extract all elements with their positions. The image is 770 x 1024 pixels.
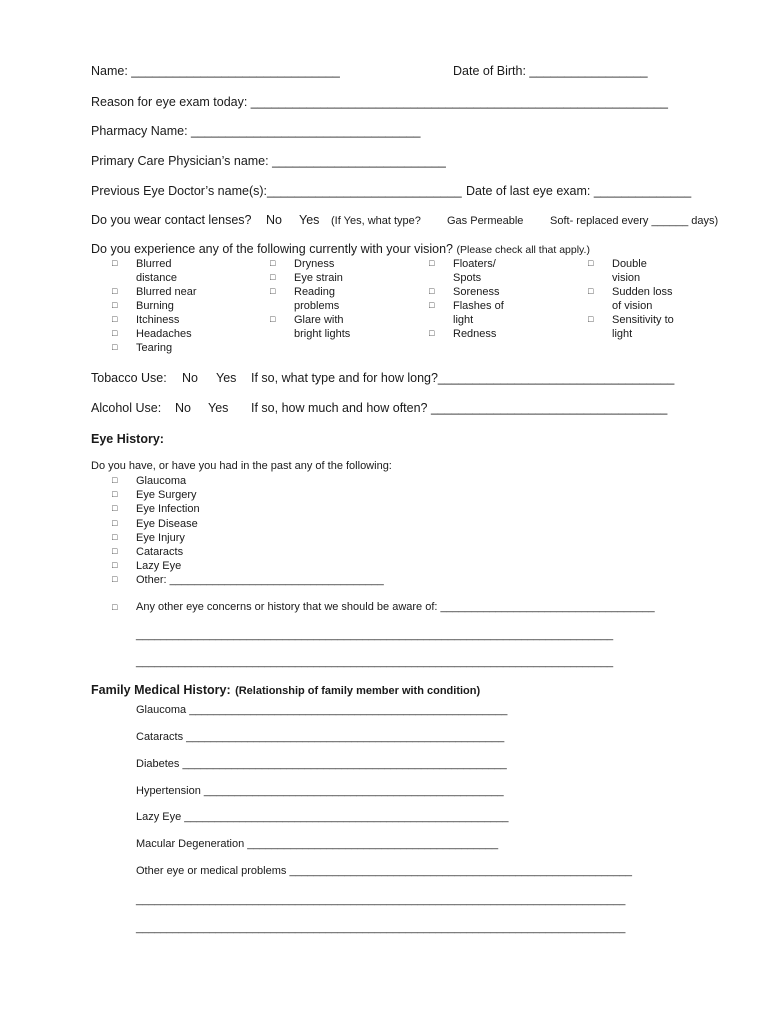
vision-symptom-option[interactable] — [612, 257, 647, 285]
vision-question-text: Do you experience any of the following currently with your vision? — [91, 242, 453, 256]
vision-symptom-label: Sudden loss — [612, 286, 673, 298]
vision-symptom-label: Dryness — [294, 258, 335, 270]
vision-symptom-label: Floaters/ — [453, 258, 496, 270]
family-other-line-2[interactable]: ________________________________________________________________________________ — [136, 922, 626, 934]
gas-permeable-option[interactable]: Gas Permeable — [447, 215, 524, 227]
checkbox-icon[interactable]: □ — [112, 328, 118, 338]
vision-symptom-option[interactable] — [612, 313, 674, 341]
vision-symptom-label: light — [612, 328, 633, 340]
eye-history-item[interactable]: Cataracts — [136, 546, 184, 558]
eye-concerns-line-1[interactable]: ______________________________________________________________________________ — [136, 629, 614, 641]
name-field[interactable]: Name: ______________________________ — [91, 64, 340, 78]
checkbox-icon[interactable]: □ — [112, 602, 118, 612]
checkbox-icon[interactable]: □ — [270, 258, 276, 268]
vision-symptom-label: Tearing — [136, 342, 173, 354]
eye-concerns-line-2[interactable]: ______________________________________________________________________________ — [136, 656, 614, 668]
family-history-note: (Relationship of family member with condition) — [235, 685, 481, 697]
primary-care-physician-field[interactable]: Primary Care Physician’s name: _________________________ — [91, 154, 446, 168]
vision-symptom-label: problems — [294, 300, 340, 312]
checkbox-icon[interactable]: □ — [112, 314, 118, 324]
vision-symptom-label: Eye strain — [294, 272, 343, 284]
checkbox-icon[interactable]: □ — [112, 546, 118, 556]
tobacco-yes-option[interactable]: Yes — [216, 371, 237, 385]
family-history-item[interactable]: Other eye or medical problems ________________________________________________________ — [136, 865, 633, 877]
vision-question-note: (Please check all that apply.) — [456, 244, 590, 256]
date-of-birth-field[interactable]: Date of Birth: _________________ — [453, 64, 648, 78]
checkbox-icon[interactable]: □ — [112, 258, 118, 268]
checkbox-icon[interactable]: □ — [112, 300, 118, 310]
checkbox-icon[interactable]: □ — [112, 574, 118, 585]
vision-symptom-option[interactable] — [612, 285, 673, 313]
vision-symptom-option[interactable] — [136, 285, 197, 299]
contact-lenses-no-option[interactable]: No — [266, 213, 282, 227]
checkbox-icon[interactable]: □ — [588, 286, 594, 296]
vision-symptom-label: light — [453, 314, 474, 326]
family-history-item[interactable]: Diabetes _____________________________________________________ — [136, 758, 507, 770]
checkbox-icon[interactable]: □ — [429, 328, 435, 338]
vision-symptom-option[interactable] — [136, 327, 192, 341]
checkbox-icon[interactable]: □ — [112, 531, 118, 542]
vision-symptom-label: Redness — [453, 328, 497, 340]
vision-symptom-label: Reading — [294, 286, 335, 298]
last-eye-exam-field[interactable]: Date of last eye exam: ______________ — [466, 184, 692, 198]
checkbox-icon[interactable]: □ — [270, 314, 276, 324]
checkbox-icon[interactable]: □ — [270, 286, 276, 296]
vision-symptom-label: Headaches — [136, 328, 192, 340]
vision-symptom-option[interactable] — [294, 285, 339, 313]
vision-symptom-option[interactable] — [294, 257, 334, 271]
checkbox-icon[interactable]: □ — [429, 258, 435, 268]
vision-symptom-label: vision — [612, 272, 641, 284]
family-history-heading: Family Medical History: — [91, 683, 231, 697]
eye-history-heading: Eye History: — [91, 432, 164, 446]
alcohol-yes-option[interactable]: Yes — [208, 401, 229, 415]
contact-lenses-yes-option[interactable]: Yes — [299, 213, 320, 227]
vision-symptom-option[interactable] — [294, 313, 350, 341]
contact-lenses-question: Do you wear contact lenses? — [91, 213, 252, 227]
alcohol-details-field[interactable]: If so, how much and how often? __________________________________ — [251, 401, 668, 415]
alcohol-use-label: Alcohol Use: — [91, 401, 162, 415]
contact-type-note: (If Yes, what type? — [331, 215, 421, 227]
vision-symptom-label: Itchiness — [136, 314, 180, 326]
vision-symptom-option[interactable] — [453, 327, 496, 341]
vision-question — [91, 242, 590, 256]
family-other-line-1[interactable]: ________________________________________________________________________________ — [136, 894, 626, 906]
family-history-item[interactable]: Macular Degeneration _________________________________________ — [136, 838, 499, 850]
eye-history-item[interactable]: Eye Surgery — [136, 489, 197, 502]
eye-history-item[interactable]: Eye Disease — [136, 517, 198, 530]
checkbox-icon[interactable]: □ — [112, 286, 118, 296]
family-history-header — [91, 681, 480, 699]
vision-symptom-label: Soreness — [453, 286, 500, 298]
vision-symptom-option[interactable] — [453, 299, 504, 327]
tobacco-use-label: Tobacco Use: — [91, 371, 167, 385]
checkbox-icon[interactable]: □ — [270, 272, 276, 282]
checkbox-icon[interactable]: □ — [429, 300, 435, 310]
vision-symptom-label: Double — [612, 258, 647, 270]
vision-symptom-option[interactable] — [136, 257, 177, 285]
checkbox-icon[interactable]: □ — [112, 342, 118, 352]
tobacco-details-field[interactable]: If so, what type and for how long?__________________________________ — [251, 371, 675, 385]
eye-history-item[interactable]: Lazy Eye — [136, 560, 182, 573]
vision-symptom-option[interactable] — [453, 285, 499, 299]
previous-eye-doctor-field[interactable]: Previous Eye Doctor’s name(s):____________________________ — [91, 184, 462, 198]
family-history-item[interactable]: Lazy Eye _____________________________________________________ — [136, 811, 509, 823]
vision-symptom-label: distance — [136, 272, 177, 284]
checkbox-icon[interactable]: □ — [112, 475, 118, 485]
family-history-item[interactable]: Glaucoma ____________________________________________________ — [136, 704, 508, 716]
vision-symptom-label: Spots — [453, 272, 482, 284]
checkbox-icon[interactable]: □ — [429, 286, 435, 296]
eye-history-item[interactable]: Other: ___________________________________ — [136, 574, 384, 587]
alcohol-no-option[interactable]: No — [175, 401, 191, 415]
eye-history-item[interactable]: Eye Infection — [136, 503, 200, 516]
eye-history-item[interactable]: Glaucoma — [136, 475, 187, 487]
vision-symptom-label: Sensitivity to — [612, 314, 674, 326]
checkbox-icon[interactable]: □ — [112, 503, 118, 514]
vision-symptom-label: Burning — [136, 300, 174, 312]
vision-symptom-label: Blurred near — [136, 286, 197, 298]
family-history-item[interactable]: Cataracts ____________________________________________________ — [136, 731, 505, 743]
checkbox-icon[interactable]: □ — [588, 314, 594, 324]
vision-symptom-option[interactable] — [136, 299, 174, 313]
vision-symptom-option[interactable] — [136, 341, 172, 355]
checkbox-icon[interactable]: □ — [588, 258, 594, 268]
eye-history-intro: Do you have, or have you had in the past any of the following: — [91, 460, 392, 472]
vision-symptom-option[interactable] — [294, 271, 343, 285]
family-history-item[interactable]: Hypertension _________________________________________________ — [136, 785, 504, 797]
vision-symptom-label: bright lights — [294, 328, 351, 340]
tobacco-no-option[interactable]: No — [182, 371, 198, 385]
vision-symptom-label: of vision — [612, 300, 653, 312]
vision-symptom-label: Glare with — [294, 314, 344, 326]
pharmacy-name-field[interactable]: Pharmacy Name: _________________________________ — [91, 124, 421, 138]
reason-for-exam-field[interactable]: Reason for eye exam today: ____________________________________________________________ — [91, 95, 668, 109]
soft-lenses-option[interactable]: Soft- replaced every ______ days) — [550, 215, 719, 227]
eye-history-item[interactable]: Eye Injury — [136, 531, 185, 544]
other-eye-concerns-field[interactable]: Any other eye concerns or history that we should be aware of: ___________________________________ — [136, 601, 655, 613]
vision-symptom-option[interactable] — [453, 257, 496, 285]
vision-symptom-option[interactable] — [136, 313, 179, 327]
vision-symptom-label: Flashes of — [453, 300, 504, 312]
vision-symptom-label: Blurred — [136, 258, 172, 270]
checkbox-icon[interactable]: □ — [112, 560, 118, 571]
checkbox-icon[interactable]: □ — [112, 489, 118, 500]
checkbox-icon[interactable]: □ — [112, 517, 118, 528]
